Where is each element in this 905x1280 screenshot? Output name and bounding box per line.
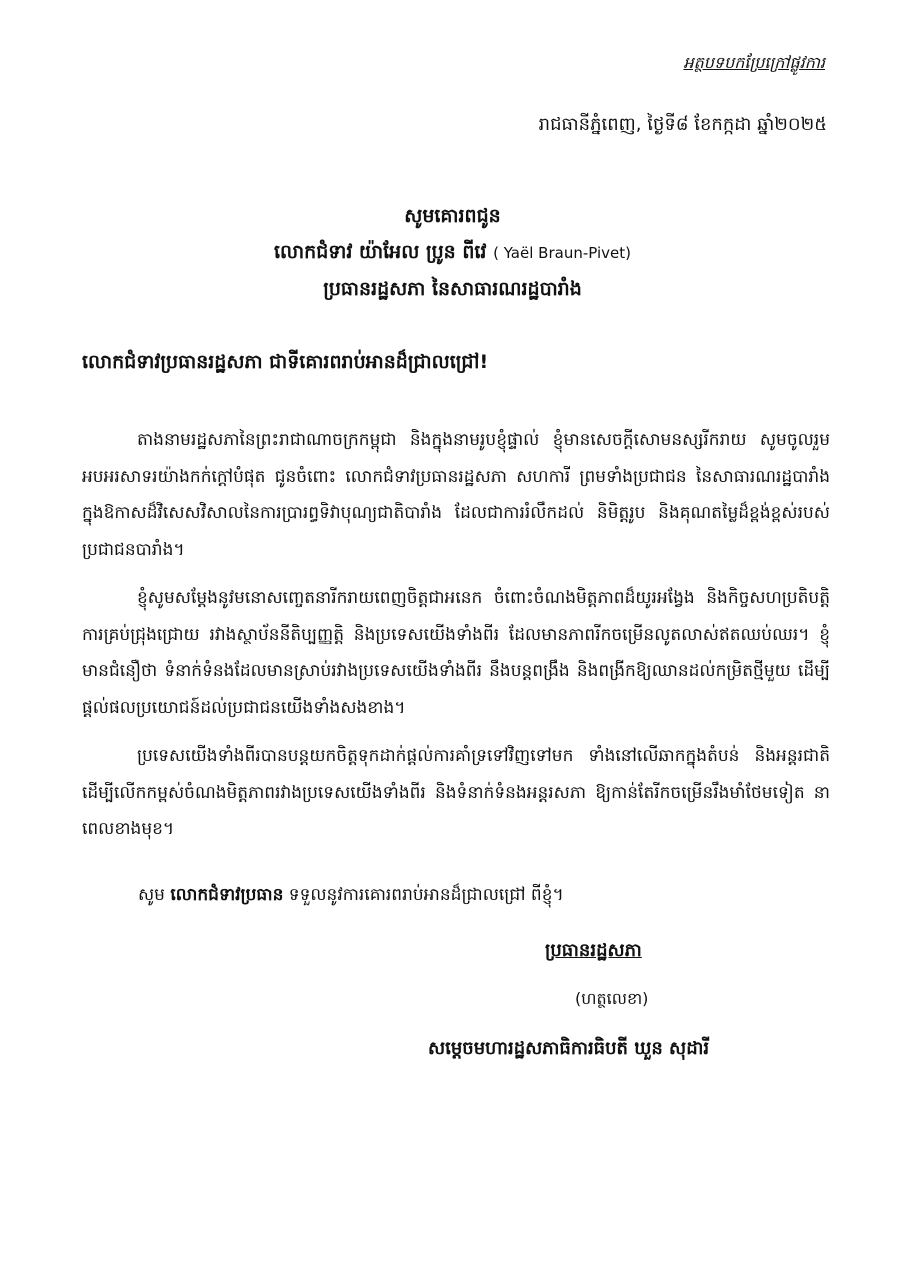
closing-prefix: សូម <box>138 885 165 905</box>
body-paragraph: ប្រទេសយើងទាំងពីរបានបន្តយកចិត្តទុកដាក់ផ្តល់ការគាំទ្រទៅវិញទៅមក ទាំងនៅលើឆាកក្នុងតំបន់ និងអន្តរជាតិ ដើម្បីលើកកម្ពស់ចំណងមិត្តភាពរវាងប្រទេសយើងទាំងពីរ និងទំនាក់ទំនងអន្តរសភា ឱ្យកាន់តែរីកចម្រើនរឹងមាំថែមទៀត នាពេលខាងមុខ។ <box>82 746 830 839</box>
recipient-address <box>0 198 905 307</box>
salutation: លោកជំទាវប្រធានរដ្ឋសភា ជាទីគោរពរាប់អានដ៏ជ្រាលជ្រៅ! <box>82 351 489 373</box>
letter-body <box>82 422 830 860</box>
signature-placeholder: (ហត្ថលេខា) <box>575 989 649 1008</box>
unofficial-translation-note: អត្ថបទបកប្រែក្រៅផ្លូវការ <box>683 53 825 72</box>
recipient-name-khmer: លោកជំទាវ យ៉ាអែល ប្រូន ពីវេ <box>274 241 487 263</box>
closing-suffix: ទទួលនូវការគោរពរាប់អានដ៏ជ្រាលជ្រៅ ពីខ្ញុំ។ <box>288 885 564 905</box>
signatory-name: សម្តេចមហារដ្ឋសភាធិការធិបតី ឃួន សុដារី <box>428 1038 710 1059</box>
recipient-title: ប្រធានរដ្ឋសភា នៃសាធារណរដ្ឋបារាំង <box>323 278 582 300</box>
address-greeting: សូមគោរពជូន <box>404 205 501 227</box>
body-paragraph: តាងនាមរដ្ឋសភានៃព្រះរាជាណាចក្រកម្ពុជា និងក្នុងនាមរូបខ្ញុំផ្ទាល់ ខ្ញុំមានសេចក្តីសោមនស្សរីករាយ សូមចូលរួមអបអរសាទរយ៉ាងកក់ក្តៅបំផុត ជូនចំពោះ លោកជំទាវប្រធានរដ្ឋសភា សហការី ព្រមទាំងប្រជាជន នៃសាធារណរដ្ឋបារាំង ក្នុងឱកាសដ៏វិសេសវិសាលនៃការប្រារព្ធទិវាបុណ្យជាតិបារាំង ដែលជាការរំលឹកដល់ និមិត្តរូប និងគុណតម្លៃដ៏ខ្ពង់ខ្ពស់របស់ប្រជាជនបារាំង។ <box>82 430 830 560</box>
body-paragraph: ខ្ញុំសូមសម្តែងនូវមនោសញ្ចេតនារីករាយពេញចិត្តជាអនេក ចំពោះចំណងមិត្តភាពដ៏យូរអង្វែង និងកិច្ចសហប្រតិបត្តិការគ្រប់ជ្រុងជ្រោយ រវាងស្ថាប័ននីតិប្បញ្ញត្តិ និងប្រទេសយើងទាំងពីរ ដែលមានភាពរីកចម្រើនលូតលាស់ឥតឈប់ឈរ។ ខ្ញុំមានជំនឿថា ទំនាក់ទំនងដែលមានស្រាប់រវាងប្រទេសយើងទាំងពីរ នឹងបន្តពង្រឹង និងពង្រីកឱ្យឈានដល់កម្រិតថ្មីមួយ ដើម្បីផ្តល់ផលប្រយោជន៍ដល់ប្រជាជនយើងទាំងសងខាង។ <box>82 588 830 718</box>
closing-line <box>138 884 564 909</box>
signature-title: ប្រធានរដ្ឋសភា <box>545 940 642 961</box>
recipient-name <box>0 234 905 271</box>
dateline: រាជធានីភ្នំពេញ, ថ្ងៃទី៨ ខែកក្កដា ឆ្នាំ២០២៥ <box>538 114 827 135</box>
recipient-name-latin: ( Yaël Braun-Pivet) <box>493 244 631 262</box>
closing-addressee: លោកជំទាវប្រធាន <box>170 885 284 905</box>
